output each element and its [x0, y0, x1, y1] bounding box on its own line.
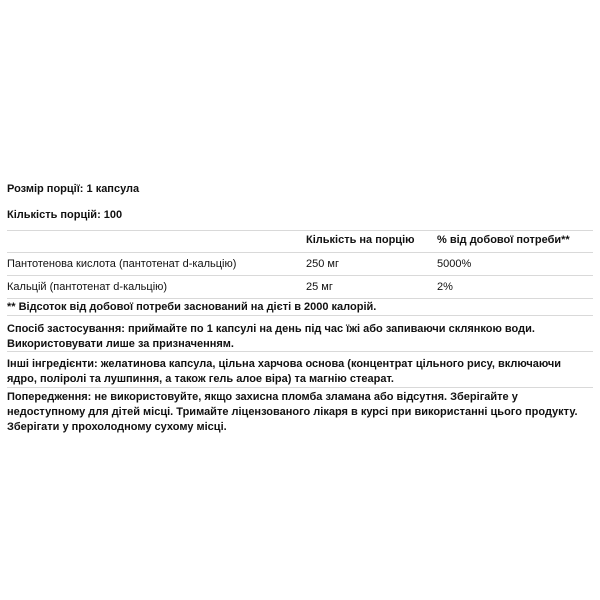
divider	[7, 387, 593, 388]
usage-instructions: Спосіб застосування: приймайте по 1 капсулі на день під час їжі або запиваючи склянкою води. Використовувати лише за призначенням.	[7, 323, 535, 350]
header-amount: Кількість на порцію	[306, 234, 415, 246]
table-header-row	[7, 230, 593, 253]
row-name: Кальцій (пантотенат d-кальцію)	[7, 281, 168, 293]
other-ingredients: Інші інгредієнти: желатинова капсула, цільна харчова основа (концентрат цільного рису, включаючи ядро, поліролі та лушпиння, а також гель алое віра) та магнію стеарат.	[7, 358, 562, 385]
row-amount: 250 мг	[306, 258, 339, 270]
warning-text: Попередження: не використовуйте, якщо захисна пломба зламана або відсутня. Зберігайте у недоступному для дітей місці. Тримайте ліцензованого лікаря в курсі при використанні цього продукту. Зберігати у прохолодному сухому місці.	[7, 391, 578, 433]
row-amount: 25 мг	[306, 281, 333, 293]
servings-count: Кількість порцій: 100	[7, 209, 123, 221]
serving-size: Розмір порції: 1 капсула	[7, 183, 140, 195]
divider	[7, 351, 593, 352]
table-row	[7, 253, 593, 276]
daily-value-footnote: ** Відсоток від добової потреби заснований на дієті в 2000 калорій.	[7, 301, 377, 313]
row-daily-value: 2%	[437, 281, 453, 293]
divider	[7, 315, 593, 316]
table-row	[7, 276, 593, 299]
nutrition-table	[7, 230, 593, 299]
row-name: Пантотенова кислота (пантотенат d-кальцію)	[7, 258, 237, 270]
row-daily-value: 5000%	[437, 258, 472, 270]
header-daily-value: % від добової потреби**	[437, 234, 570, 246]
